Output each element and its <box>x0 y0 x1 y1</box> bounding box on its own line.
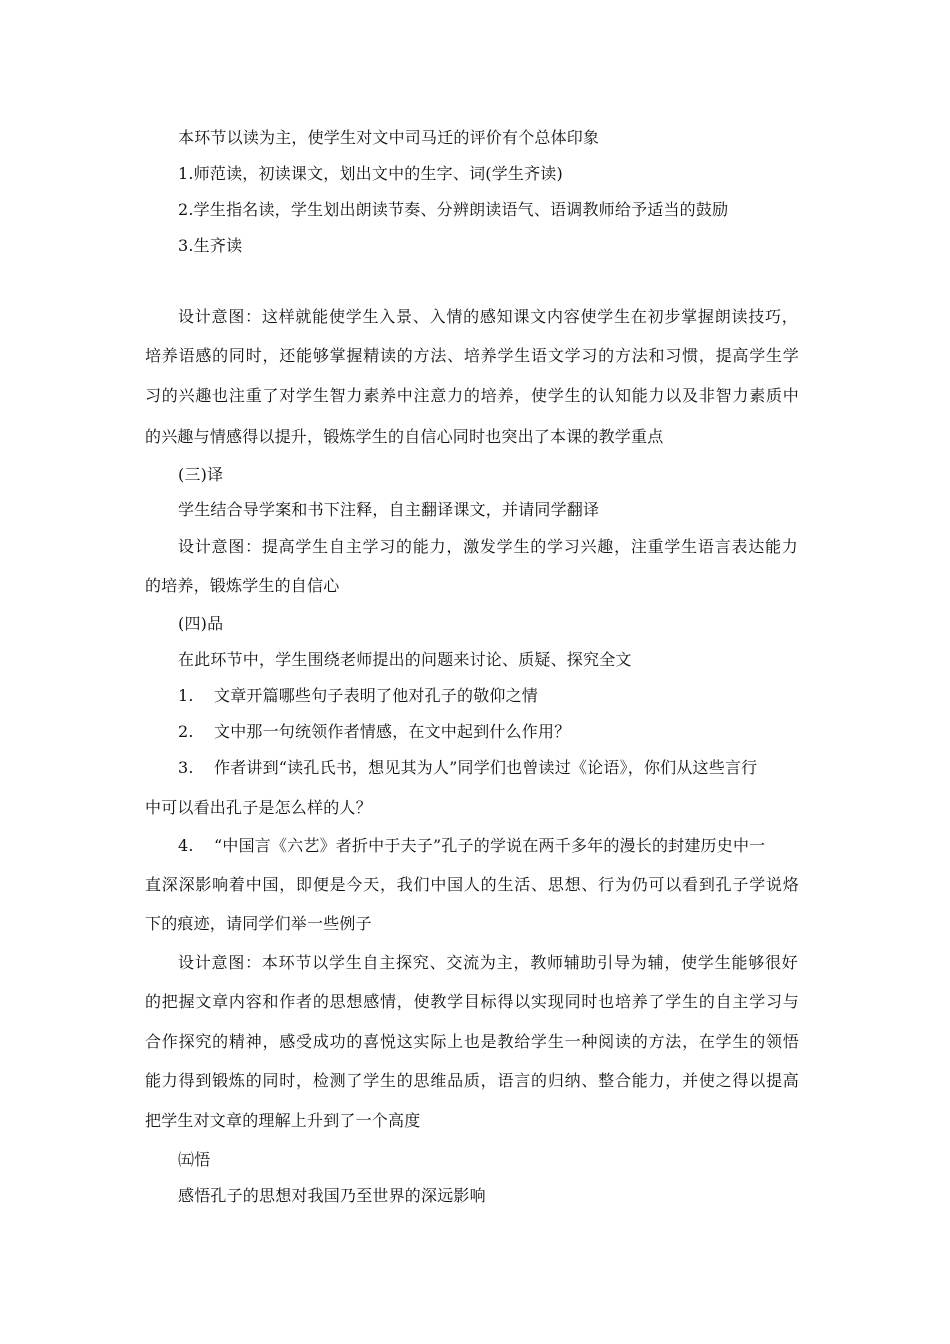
design-intent-1-line-1: 设计意图：这样就能使学生入景、入情的感知课文内容使学生在初步掌握朗读技巧， <box>178 307 798 326</box>
question-number: 4. <box>178 836 194 855</box>
design-intent-2-line-1: 设计意图：提高学生自主学习的能力，激发学生的学习兴趣，注重学生语言表达能力 <box>178 537 798 556</box>
question-text: 作者讲到“读孔氏书，想见其为人”同学们也曾读过《论语》，你们从这些言行 <box>214 758 758 777</box>
design-intent-1-line-4: 的兴趣与情感得以提升，锻炼学生的自信心同时也突出了本课的教学重点 <box>145 427 664 446</box>
translate-paragraph: 学生结合导学案和书下注释，自主翻译课文，并请同学翻译 <box>178 500 600 519</box>
design-intent-1-line-3: 习的兴趣也注重了对学生智力素养中注意力的培养，使学生的认知能力以及非智力素质中 <box>145 386 799 405</box>
design-intent-3-line-1: 设计意图：本环节以学生自主探究、交流为主，教师辅助引导为辅，使学生能够很好 <box>178 953 798 972</box>
question-text: 文中那一句统领作者情感，在文中起到什么作用？ <box>214 722 571 741</box>
question-4-line-2: 直深深影响着中国，即便是今天，我们中国人的生活、思想、行为仍可以看到孔子学说烙 <box>145 875 799 894</box>
question-4-line-3: 下的痕迹，请同学们举一些例子 <box>145 914 372 933</box>
design-intent-3-line-5: 把学生对文章的理解上升到了一个高度 <box>145 1111 421 1130</box>
intro-paragraph: 本环节以读为主，使学生对文中司马迁的评价有个总体印象 <box>178 128 600 147</box>
question-number: 2. <box>178 722 194 741</box>
question-number: 1. <box>178 686 194 705</box>
question-3-continued: 中可以看出孔子是怎么样的人？ <box>145 798 372 817</box>
section-heading-translate: (三)译 <box>178 465 224 484</box>
step-1: 1.师范读，初读课文，划出文中的生字、词(学生齐读) <box>178 164 563 183</box>
design-intent-3-line-2: 的把握文章内容和作者的思想感情，使教学目标得以实现同时也培养了学生的自主学习与 <box>145 992 799 1011</box>
section-heading-realize: ㈤悟 <box>178 1150 211 1169</box>
step-3: 3.生齐读 <box>178 236 243 255</box>
question-2 <box>178 722 570 742</box>
step-2: 2.学生指名读，学生划出朗读节奏、分辨朗读语气、语调教师给予适当的鼓励 <box>178 200 729 219</box>
question-text: 文章开篇哪些句子表明了他对孔子的敬仰之情 <box>214 686 539 705</box>
design-intent-1-line-2: 培养语感的同时，还能够掌握精读的方法、培养学生语文学习的方法和习惯，提高学生学 <box>145 346 799 365</box>
question-3 <box>178 758 798 778</box>
section-heading-appreciate: (四)品 <box>178 614 224 633</box>
question-1 <box>178 686 538 706</box>
appreciate-paragraph: 在此环节中，学生围绕老师提出的问题来讨论、质疑、探究全文 <box>178 650 632 669</box>
design-intent-3-line-4: 能力得到锻炼的同时，检测了学生的思维品质，语言的归纳、整合能力，并使之得以提高 <box>145 1071 799 1090</box>
question-text: “中国言《六艺》者折中于夫子”孔子的学说在两千多年的漫长的封建历史中一 <box>214 836 766 855</box>
realize-paragraph: 感悟孔子的思想对我国乃至世界的深远影响 <box>178 1186 486 1205</box>
question-number: 3. <box>178 758 194 777</box>
design-intent-3-line-3: 合作探究的精神，感受成功的喜悦这实际上也是教给学生一种阅读的方法，在学生的领悟 <box>145 1032 799 1051</box>
design-intent-2-line-2: 的培养，锻炼学生的自信心 <box>145 576 340 595</box>
question-4 <box>178 836 798 856</box>
